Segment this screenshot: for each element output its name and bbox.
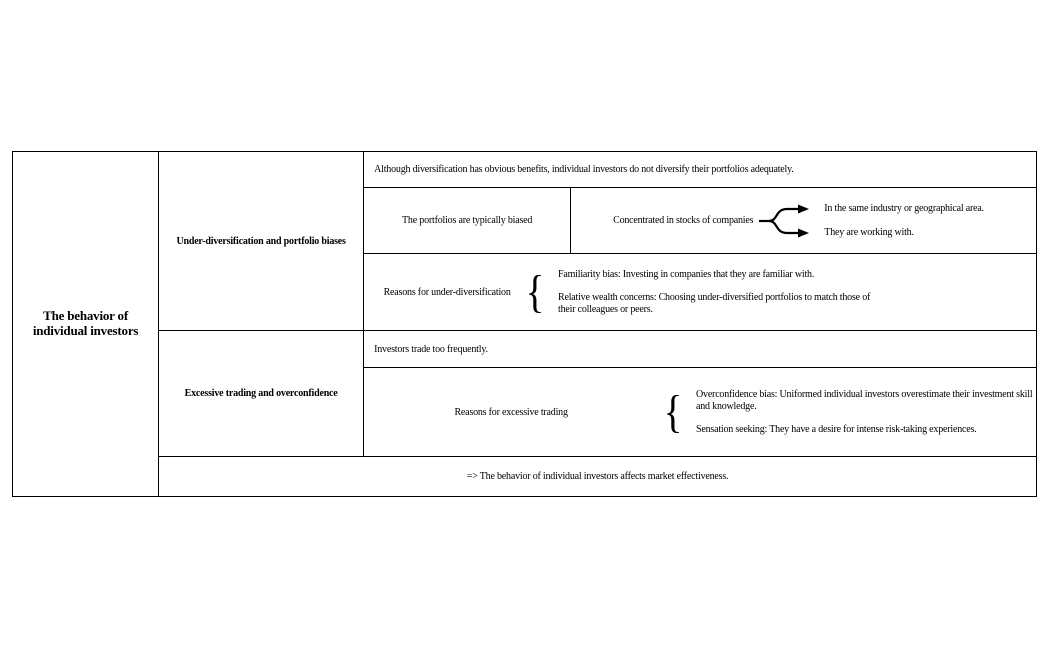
- table-body: [159, 152, 1036, 496]
- under-diversification-intro-text: Although diversification has obvious benefits, individual investors do not diversify their portfolios adequately.: [374, 164, 794, 175]
- conclusion-text: => The behavior of individual investors affects market effectiveness.: [466, 471, 729, 482]
- under-diversification-reasons-cell: [364, 254, 1036, 331]
- curly-brace-icon: {: [525, 266, 545, 318]
- section-labels-column: [159, 152, 364, 456]
- sections-block: [159, 152, 1036, 456]
- section-under-diversification-label: Under-diversification and portfolio biases: [159, 152, 363, 331]
- relative-wealth-text: Relative wealth concerns: Choosing under-diversified portfolios to match those of their colleagues or peers.: [558, 291, 871, 315]
- excessive-trading-reasons-label: Reasons for excessive trading: [454, 406, 568, 418]
- sensation-seeking-text: Sensation seeking: They have a desire for intense risk-taking experiences.: [696, 423, 977, 435]
- branch-arrows-icon: [758, 201, 816, 241]
- excessive-trading-intro-text: Investors trade too frequently.: [374, 343, 488, 355]
- curly-brace-icon: {: [663, 386, 683, 438]
- portfolios-biased-text: The portfolios are typically biased: [402, 215, 533, 226]
- excessive-trading-reasons-cell: [364, 368, 1036, 456]
- conclusion-cell: [159, 456, 1036, 496]
- under-diversification-intro-cell: [364, 152, 1036, 188]
- overconfidence-bias-text: Overconfidence bias: Uniformed individual investors overestimate their investment skill and knowledge.: [696, 388, 1033, 412]
- under-diversification-reasons-label: Reasons for under-diversification: [383, 286, 511, 298]
- concentrated-label: Concentrated in stocks of companies: [613, 215, 754, 226]
- concentrated-branches: [824, 197, 984, 245]
- detail-rows-column: [364, 152, 1036, 456]
- section-excessive-trading-label: Excessive trading and overconfidence: [184, 388, 338, 399]
- under-diversification-reasons-items: [558, 269, 878, 316]
- branch-industry-text: In the same industry or geographical area.: [824, 202, 984, 214]
- portfolio-bias-row: [364, 188, 1036, 254]
- excessive-trading-intro-cell: [364, 331, 1036, 368]
- portfolios-biased-cell: [364, 188, 571, 253]
- branch-working-text: They are working with.: [824, 226, 914, 238]
- root-title: The behavior of individual investors: [32, 308, 139, 338]
- behavior-summary-table: [12, 151, 1037, 497]
- concentrated-cell: [571, 188, 1036, 253]
- excessive-trading-reasons-items: [696, 389, 1036, 436]
- root-cell: [13, 152, 159, 496]
- familiarity-bias-text: Familiarity bias: Investing in companies that they are familiar with.: [558, 268, 815, 280]
